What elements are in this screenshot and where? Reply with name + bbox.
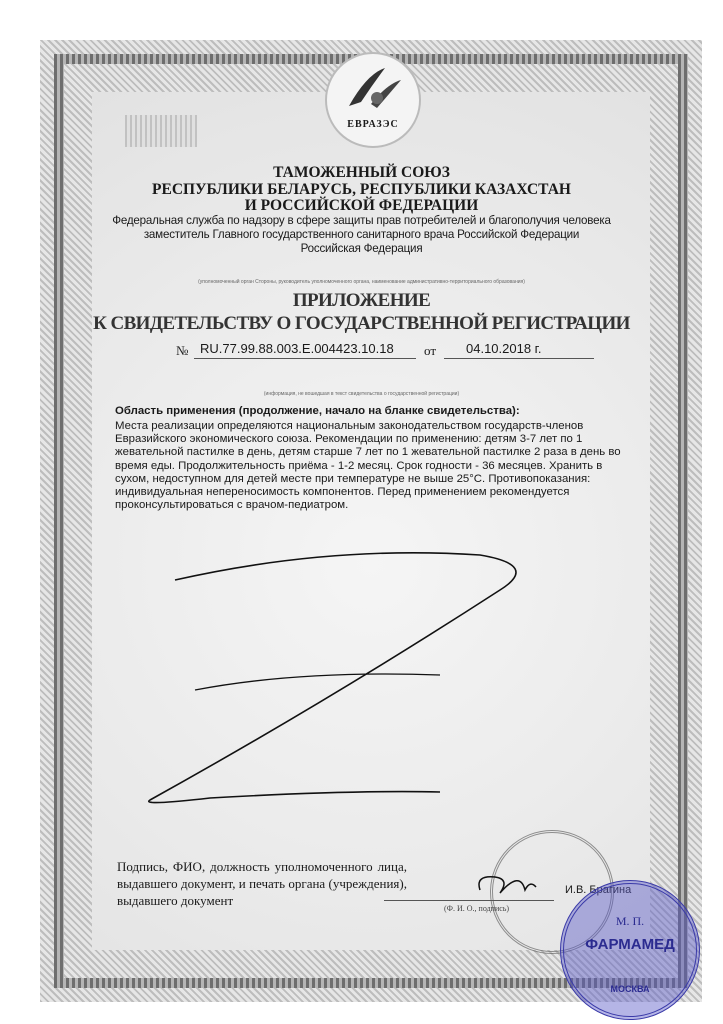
stamp-city: МОСКВА	[610, 984, 650, 994]
registration-caption: (информация, не вошедшая в текст свидетельства о государственной регистрации)	[263, 391, 460, 397]
number-label: №	[176, 343, 189, 358]
date-label: от	[424, 343, 437, 358]
header-republics: РЕСПУБЛИКИ БЕЛАРУСЬ, РЕСПУБЛИКИ КАЗАХСТАН	[152, 181, 571, 198]
signer-caption: (Ф. И. О., подпись)	[444, 904, 510, 913]
registration-date: 04.10.2018 г.	[466, 341, 542, 356]
authority-line-1: Федеральная служба по надзору в сфере защиты прав потребителей и благополучия человека	[112, 214, 611, 227]
scope-text: Места реализации определяются национальным законодательством государств-членов Евразийского экономического союза. Рекомендации по применению: детям 3-7 лет по 1 жевательной пастилке в день, детям старше 7 лет по 1 жевательной пастилке 2 раза в день во время еды. Продолжительность приёма - 1-2 месяц. Срок годности - 36 месяцев. Хранить в сухом, недоступном для детей месте при температуре не выше 25°C. Противопоказания: индивидуальная непереносимость компонентов. Перед применением рекомендуется проконсультироваться с врачом-педиатром.	[115, 420, 621, 512]
registration-number: RU.77.99.88.003.E.004423.10.18	[200, 341, 394, 356]
signer-name: И.В. Брагина	[565, 884, 632, 896]
title-certificate: К СВИДЕТЕЛЬСТВУ О ГОСУДАРСТВЕННОЙ РЕГИСТРАЦИИ	[93, 313, 630, 334]
header-federation: И РОССИЙСКОЙ ФЕДЕРАЦИИ	[244, 197, 479, 214]
signature-mark	[470, 865, 540, 905]
title-appendix: ПРИЛОЖЕНИЕ	[292, 290, 431, 311]
authority-line-2: заместитель Главного государственного санитарного врача Российской Федерации	[143, 228, 580, 241]
header-union: ТАМОЖЕННЫЙ СОЮЗ	[273, 164, 450, 181]
signature-caption: Подпись, ФИО, должность уполномоченного лица, выдавшего документ, и печать органа (учреждения), выдавшего документ	[117, 859, 407, 908]
authority-caption: (уполномоченный орган Стороны, руководитель уполномоченного органа, наименование административно-территориального образования)	[198, 279, 525, 285]
scope-heading: Область применения (продолжение, начало на бланке свидетельства):	[115, 405, 520, 417]
authority-line-3: Российская Федерация	[300, 242, 423, 255]
logo-text: ЕВРАЗЭС	[347, 119, 399, 130]
company-stamp	[560, 880, 700, 1020]
stamp-mp: М. П.	[615, 914, 645, 928]
stamp-company-name: ФАРМАМЕД	[585, 936, 675, 953]
